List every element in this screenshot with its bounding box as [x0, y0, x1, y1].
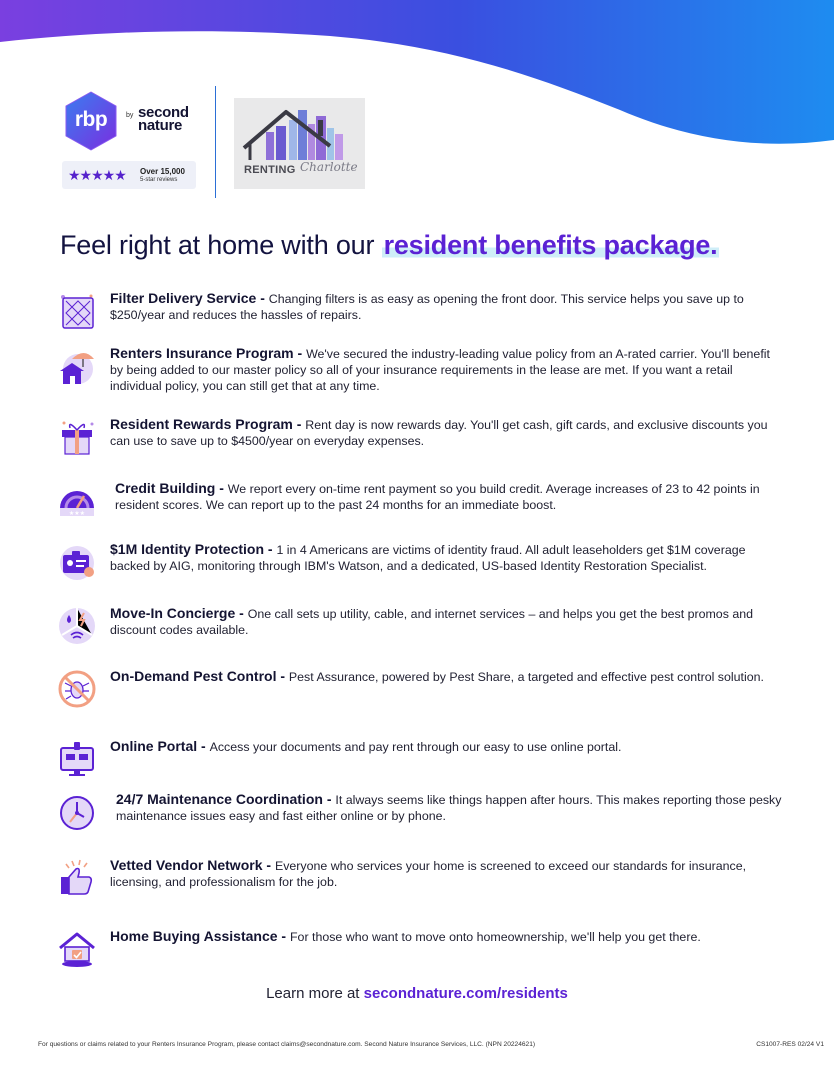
benefit-title: $1M Identity Protection -	[110, 541, 277, 557]
second-nature-logo-line1: second	[138, 104, 189, 121]
logo-area	[60, 88, 380, 198]
reviews-badge	[62, 161, 196, 189]
learn-more	[0, 985, 834, 1002]
benefit-description: We report every on-time rent payment so you build credit. Average increases of 23 to 42 points in resident scores. We can report up to the past 24 months for an immediate boost.	[115, 482, 760, 512]
by-label: by	[126, 112, 134, 119]
residents-link[interactable]: secondnature.com/residents	[363, 985, 568, 1002]
logo-divider	[215, 86, 216, 198]
gift-icon	[58, 418, 96, 456]
benefit-description: 1 in 4 Americans are victims of identity fraud. All adult leaseholders get $1M coverage backed by AIG, monitoring through IBM's Watson, and a dedicated, US-based Identity Restoration Specialist.	[110, 543, 746, 573]
benefit-description: Rent day is now rewards day. You'll get cash, gift cards, and exclusive discounts you can use to save up to $4500/year on everyday expenses.	[110, 418, 768, 448]
second-nature-logo	[138, 106, 189, 132]
charlotte-script: Charlotte	[300, 160, 358, 174]
page-title	[60, 230, 800, 261]
benefit-description: It always seems like things happen after hours. This makes reporting those pesky maintenance issues easy and fast either online or by phone.	[116, 793, 782, 823]
second-nature-logo-line2: nature	[138, 117, 183, 134]
benefit-title: 24/7 Maintenance Coordination -	[116, 791, 336, 807]
home-check-icon	[58, 930, 96, 968]
benefit-title: Vetted Vendor Network -	[110, 857, 275, 873]
title-highlight: resident benefits package.	[383, 230, 718, 260]
umbrella-house-icon	[58, 347, 96, 385]
benefit-description: Pest Assurance, powered by Pest Share, a targeted and effective pest control solution.	[288, 670, 764, 684]
benefit-description: We've secured the industry-leading value policy from an A-rated carrier. You'll benefit by being added to our master policy so all of your insurance requirements in the lease are met. If you want a retail individual policy, you can still get that at any time.	[110, 347, 770, 393]
document-code: CS1007-RES 02/24 V1	[756, 1041, 824, 1048]
benefit-description: Changing filters is as easy as opening the front door. This service helps you save up to $250/year and reduces the hassles of repairs.	[110, 292, 744, 322]
benefit-title: On-Demand Pest Control -	[110, 668, 289, 684]
benefit-title: Move-In Concierge -	[110, 605, 248, 621]
learn-more-prefix: Learn more at	[266, 985, 364, 1002]
benefit-title: Credit Building -	[115, 480, 228, 496]
benefit-description: Access your documents and pay rent through our easy to use online portal.	[209, 740, 622, 754]
svg-text:★★★: ★★★	[68, 510, 86, 517]
id-card-icon	[58, 543, 96, 581]
title-prefix: Feel right at home with our	[60, 230, 382, 260]
benefit-title: Online Portal -	[110, 738, 210, 754]
utilities-icon	[58, 607, 96, 645]
no-pest-icon	[58, 670, 96, 708]
benefit-title: Resident Rewards Program -	[110, 416, 306, 432]
renting-charlotte-logo	[234, 98, 365, 189]
benefit-description: One call sets up utility, cable, and internet services – and helps you get the best promos and discount codes available.	[110, 607, 754, 637]
benefit-title: Home Buying Assistance -	[110, 928, 290, 944]
footer-disclaimer: For questions or claims related to your Renters Insurance Program, please contact claims@secondnature.com. Second Nature Insurance Services, LLC. (NPN 20224621)	[38, 1041, 536, 1048]
star-rating-icon: ★★★★★	[68, 167, 126, 183]
credit-gauge-icon	[58, 482, 96, 520]
thumbs-up-icon	[58, 859, 96, 897]
renting-label: RENTING	[244, 164, 296, 176]
filter-icon	[58, 292, 96, 330]
rbp-logo-text: rbp	[74, 108, 108, 131]
benefit-title: Filter Delivery Service -	[110, 290, 269, 306]
reviews-count: Over 15,000	[140, 167, 185, 176]
portal-monitor-icon	[58, 740, 96, 778]
benefit-description: Everyone who services your home is screened to exceed our standards for insurance, licensing, and professionalism for the job.	[110, 859, 747, 889]
clock-icon	[58, 793, 96, 831]
benefit-title: Renters Insurance Program -	[110, 345, 307, 361]
benefit-description: For those who want to move onto homeownership, we'll help you get there.	[289, 930, 701, 944]
reviews-label: 5-star reviews	[140, 177, 178, 183]
